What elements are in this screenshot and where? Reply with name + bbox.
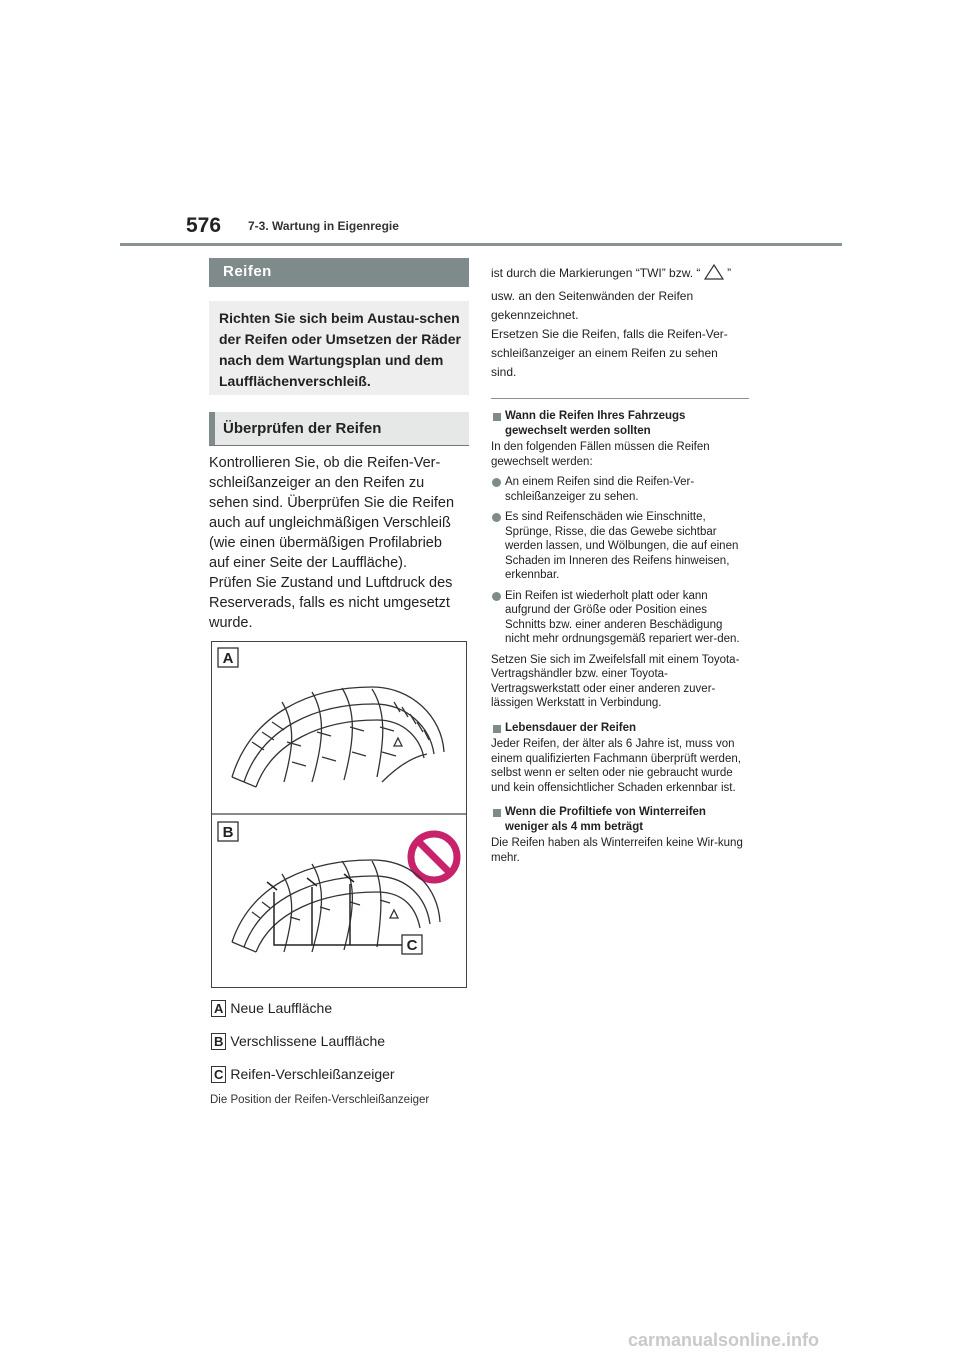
legend-item-c <box>211 1066 395 1083</box>
label-a: A <box>222 650 234 667</box>
legend-item-a <box>211 1000 332 1017</box>
check-line: (wie einen übermäßigen Profilabrieb <box>209 535 442 551</box>
twi-line-text-end: ” <box>727 266 732 280</box>
prohibition-icon <box>411 834 457 880</box>
notes-column <box>491 403 749 865</box>
legend-key: C <box>211 1066 226 1083</box>
life-heading <box>491 721 749 736</box>
check-line: Reserverads, falls es nicht umgesetzt <box>209 595 450 611</box>
winter-heading <box>491 805 749 834</box>
check-line: schleißanzeiger an den Reifen zu <box>209 475 425 491</box>
twi-line: schleißanzeiger an einem Reifen zu sehen <box>491 346 718 360</box>
when-bullet-text: Es sind Reifenschäden wie Einschnitte, Sprünge, Risse, die das Gewebe sichtbar werden lassen, und Wölbungen, die auf einen Schaden im Inneren des Reifens hinweisen, erkennbar. <box>505 511 739 581</box>
legend-item-b <box>211 1033 385 1050</box>
figure-caption: Die Position der Reifen-Verschleißanzeiger <box>210 1094 430 1106</box>
check-body <box>209 453 471 633</box>
when-bullet <box>491 589 749 647</box>
heading-accent-bar <box>209 412 215 445</box>
when-outro: Setzen Sie sich im Zweifelsfall mit einem Toyota-Vertragshändler bzw. einer Toyota-Vertragswerkstatt oder einer anderen zuver-lässigen Werkstatt in Verbindung. <box>491 653 740 709</box>
when-intro: In den folgenden Fällen müssen die Reifen gewechselt werden: <box>491 441 710 468</box>
check-line: Kontrollieren Sie, ob die Reifen-Ver- <box>209 455 441 471</box>
legend-text: Neue Lauffläche <box>230 1000 333 1016</box>
when-bullet <box>491 510 749 583</box>
watermark: carmanualsonline.info <box>628 1330 820 1350</box>
label-b: B <box>222 824 234 841</box>
when-bullet <box>491 475 749 504</box>
twi-line-text: ist durch die Markierungen “TWI” bzw. “ <box>491 266 701 280</box>
circle-bullet-icon <box>492 478 501 487</box>
check-title: Überprüfen der Reifen <box>223 420 382 437</box>
square-bullet-icon <box>493 413 501 421</box>
new-tire-drawing <box>232 687 444 787</box>
circle-bullet-icon <box>492 592 501 601</box>
when-bullet-text: An einem Reifen sind die Reifen-Ver-schleißanzeiger zu sehen. <box>505 476 695 503</box>
reifen-title: Reifen <box>223 263 272 280</box>
check-line: auch auf ungleichmäßigen Verschleiß <box>209 515 451 531</box>
when-heading-text: Wann die Reifen Ihres Fahrzeugs gewechselt werden sollten <box>505 410 686 437</box>
tire-illustration <box>212 642 466 987</box>
column-rule <box>491 398 749 399</box>
legend-text: Verschlissene Lauffläche <box>230 1033 386 1049</box>
twi-line: gekennzeichnet. <box>491 308 579 322</box>
check-heading <box>209 412 469 446</box>
twi-line: sind. <box>491 365 517 379</box>
check-line: auf einer Seite der Lauffläche). <box>209 555 408 571</box>
page-number: 576 <box>186 214 222 237</box>
twi-line-first <box>491 264 749 283</box>
triangle-mark-icon <box>704 264 724 280</box>
twi-text <box>491 264 749 382</box>
winter-heading-text: Wenn die Profiltiefe von Winterreifen weniger als 4 mm beträgt <box>505 806 706 833</box>
circle-bullet-icon <box>492 513 501 522</box>
label-c: C <box>406 937 418 954</box>
reifen-heading <box>209 258 469 287</box>
legend-key: A <box>211 1000 226 1017</box>
winter-text: Die Reifen haben als Winterreifen keine Wir-kung mehr. <box>491 837 743 864</box>
square-bullet-icon <box>493 725 501 733</box>
life-heading-text: Lebensdauer der Reifen <box>505 721 637 734</box>
when-heading <box>491 409 749 438</box>
intro-box <box>209 301 469 395</box>
check-line: sehen sind. Überprüfen Sie die Reifen <box>209 495 455 511</box>
life-text: Jeder Reifen, der älter als 6 Jahre ist, muss von einem qualifizierten Fachmann überprüft werden, selbst wenn er selten oder nie gebraucht wurde und kein offensichtlicher Schaden erkennbar ist. <box>491 738 741 794</box>
intro-text: Richten Sie sich beim Austau-schen der Reifen oder Umsetzen der Räder nach dem Wartungsplan und dem Laufflächenverschleiß. <box>219 310 461 389</box>
square-bullet-icon <box>493 809 501 817</box>
tire-figure <box>211 641 467 988</box>
check-line: Prüfen Sie Zustand und Luftdruck des <box>209 575 453 591</box>
check-line: wurde. <box>209 615 253 631</box>
legend-key: B <box>211 1033 226 1050</box>
twi-line: usw. an den Seitenwänden der Reifen <box>491 289 694 303</box>
header-rule <box>120 243 842 246</box>
when-bullet-text: Ein Reifen ist wiederholt platt oder kann aufgrund der Größe oder Position eines Schnitts bzw. einer anderen Beschädigung nicht mehr ordnungsgemäß repariert wer-den. <box>505 589 740 645</box>
section-title: 7-3. Wartung in Eigenregie <box>248 219 399 233</box>
legend-text: Reifen-Verschleißanzeiger <box>230 1066 395 1082</box>
twi-line: Ersetzen Sie die Reifen, falls die Reifen-Ver- <box>491 327 728 341</box>
